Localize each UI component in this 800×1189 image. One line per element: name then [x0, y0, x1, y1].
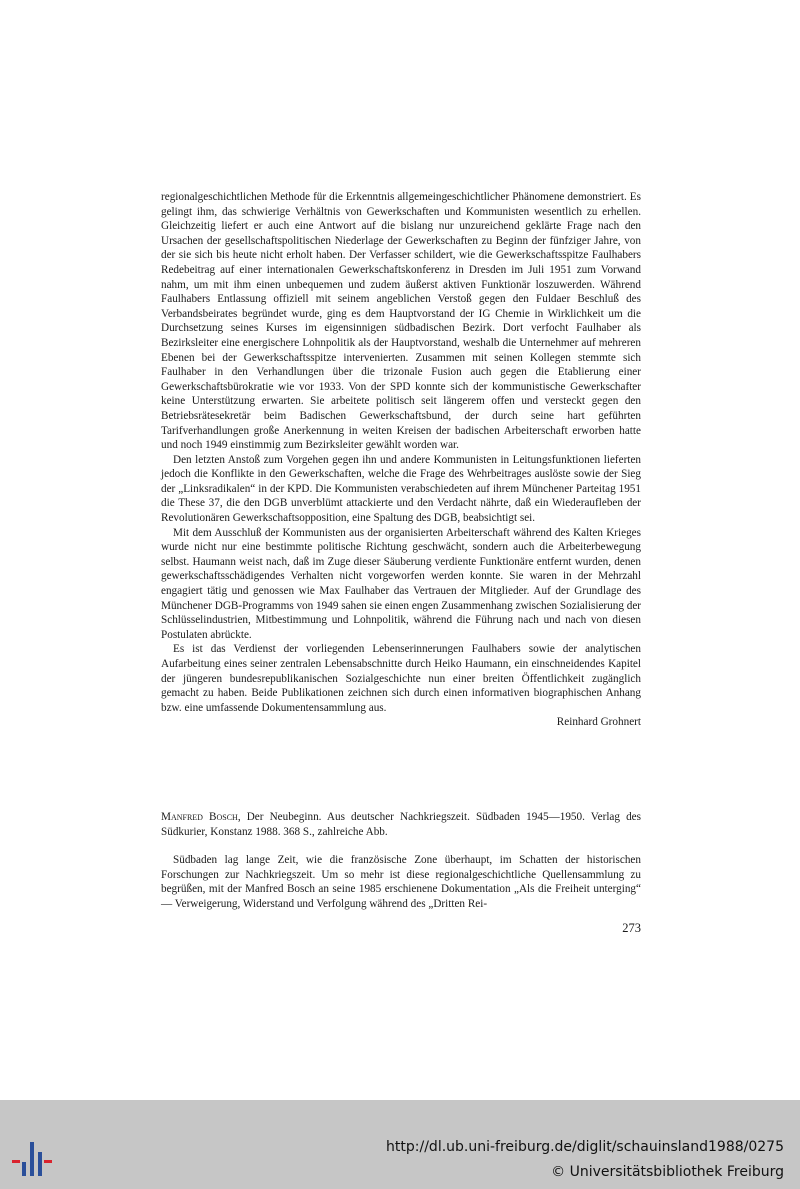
page-number: 273: [622, 921, 641, 935]
review-paragraph: Südbaden lag lange Zeit, wie die französische Zone überhaupt, im Schatten der historischen Forschungen zur Nachkriegszeit. Um so mehr ist diese regionalgeschichtliche Quellensammlung zu begrüßen, mit der Manfred Bosch an seine 1985 erschienene Dokumentation „Als die Freiheit unterging“ — Verweigerung, Widerstand und Verfolgung während des „Dritten Rei-: [161, 854, 641, 910]
ub-freiburg-logo-icon: [12, 1138, 52, 1178]
book-title-details: , Der Neubeginn. Aus deutscher Nachkriegszeit. Südbaden 1945—1950. Verlag des Südkurier, Konstanz 1988. 368 S., zahlreiche Abb.: [161, 811, 641, 838]
review-grohnert: [161, 190, 641, 730]
copyright-notice: © Universitätsbibliothek Freiburg: [551, 1164, 784, 1180]
reviewer-signature: Reinhard Grohnert: [556, 716, 641, 729]
review-paragraph: Den letzten Anstoß zum Vorgehen gegen ihn und andere Kommunisten in Leitungsfunktionen lieferten jedoch die Konflikte in den Gewerkschaften, welche die Frage des Wehrbeitrages auslöste sowie der Sieg der „Linksradikalen“ in der KPD. Die Kommunisten verabschiedeten auf ihrem Münchener Parteitag 1951 die These 37, die den DGB unverblümt attackierte und den Verdacht nährte, daß ein Wiederaufleben der Revolutionären Gewerkschaftsopposition, eine Spaltung des DGB, beabsichtigt sei.: [161, 453, 641, 525]
review-paragraph: Mit dem Ausschluß der Kommunisten aus der organisierten Arbeiterschaft während des Kalten Krieges wurde nicht nur eine bestimmte politische Richtung geschwächt, sondern auch die Arbeiterbewegung selbst. Haumann weist nach, daß im Zuge dieser Säuberung verdiente Funktionäre entfernt wurden, denen gewerkschaftsschädigendes Verhalten nicht vorgeworfen werden konnte. Sie waren in der Mehrzahl engagiert tätig und genossen wie Max Faulhaber das Vertrauen der Mitglieder. Auf der Grundlage des Münchener DGB-Programms von 1949 sahen sie einen engen Zusammenhang zwischen Sozialisierung der Schlüsselindustrien, Mitbestimmung und Lohnpolitik, während die Führung nach und nach von diesen Postulaten abrückte.: [161, 526, 642, 641]
review-bosch: [161, 810, 641, 912]
book-author: Manfred Bosch: [161, 811, 238, 823]
review-paragraph: regionalgeschichtlichen Methode für die Erkenntnis allgemeingeschichtlicher Phänomene demonstriert. Es gelingt ihm, das schwierige Verhältnis von Gewerkschaften und Kommunisten wesentlich zu erhellen. Gleichzeitig liefert er auch eine Antwort auf die bislang nur unzureichend geklärte Frage nach den Ursachen der gesellschaftspolitischen Niederlage der Gewerkschaften zu Beginn der fünfziger Jahre, von der sie sich bis heute nicht erholt haben. Der Verfasser schildert, wie die Gewerkschaftsspitze Faulhabers Redebeitrag auf einer internationalen Gewerkschaftskonferenz in Dresden im Juli 1951 zum Vorwand nahm, um mit ihm einen unbequemen und zudem äußerst aktiven Funktionär loszuwerden. Während Faulhabers Entlassung offiziell mit seinem angeblichen Verstoß gegen den Fuldaer Beschluß des Verbandsbeirates begründet wurde, ging es dem Hauptvorstand der IG Chemie in Wirklichkeit um die Durchsetzung seines Kurses im eigensinnigen südbadischen Bezirk. Dort verfocht Faulhaber als Bezirksleiter eine energischere Lohnpolitik als der Hauptvorstand, weshalb die Unternehmer auf mehreren Ebenen bei der Gewerkschaftsspitze intervenierten. Zusammen mit seinen Kollegen stemmte sich Faulhaber in den Verhandlungen über die trizonale Fusion auch gegen die Etablierung einer Gewerkschaftsbürokratie wie vor 1933. Von der SPD konnte sich der kommunistische Gewerkschafter keine Unterstützung erwarten. Sie arbeitete politisch seit längerem offen und versteckt gegen den Betriebsrätesekretär beim Badischen Gewerkschaftsbund, der durch seine hart geführten Tarifverhandlungen große Anerkennung in weiten Kreisen der badischen Arbeiterschaft erworben hatte und noch 1949 einstimmig zum Bezirksleiter gewählt worden war.: [161, 191, 641, 452]
footer-bar: [0, 1100, 800, 1189]
source-url-link[interactable]: http://dl.ub.uni-freiburg.de/diglit/schauinsland1988/0275: [386, 1139, 784, 1155]
review-paragraph: Es ist das Verdienst der vorliegenden Lebenserinnerungen Faulhabers sowie der analytischen Aufarbeitung eines seiner zentralen Lebensabschnitte durch Heiko Haumann, ein einschneidendes Kapitel der jüngeren bundesrepublikanischen Sozialgeschichte nun einer breiten Öffentlichkeit zugänglich gemacht zu haben. Beide Publikationen zeichnen sich durch einen informativen biographischen Anhang bzw. eine umfassende Dokumentensammlung aus.: [161, 643, 641, 714]
book-citation: [161, 810, 641, 839]
